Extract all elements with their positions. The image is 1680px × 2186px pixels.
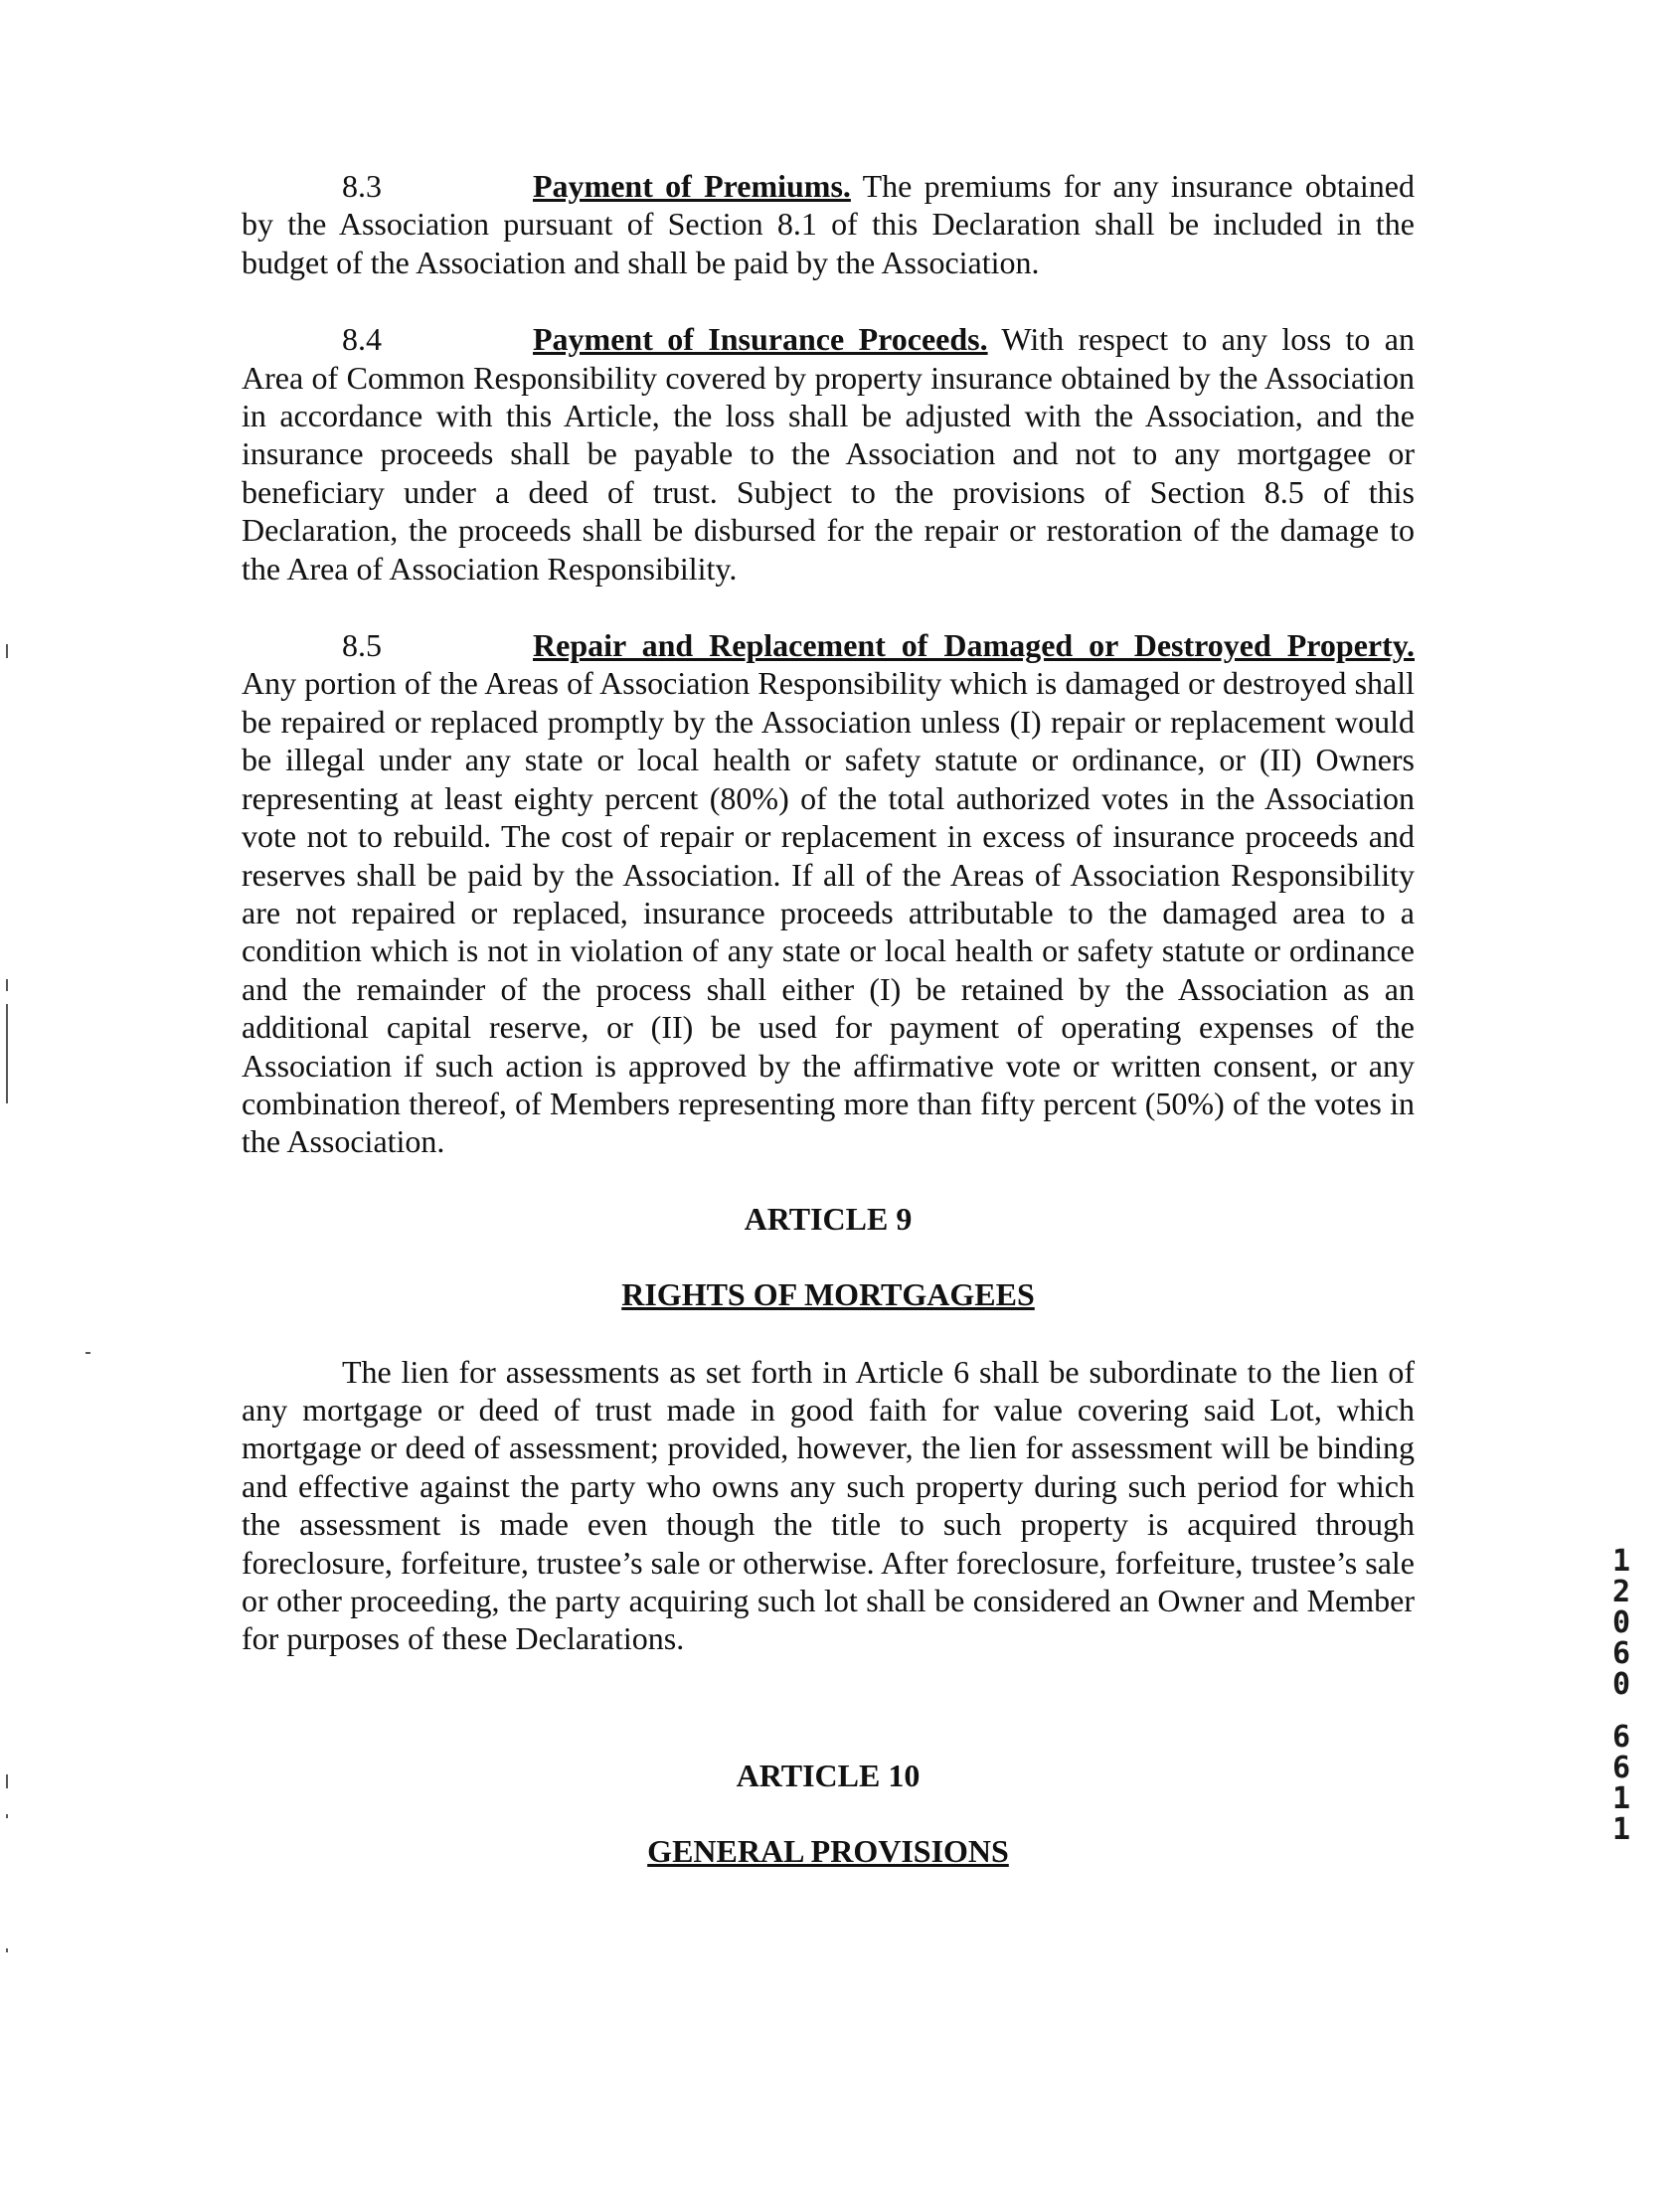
section-title: Repair and Replacement of Damaged or Destroyed Property.	[533, 627, 1415, 664]
scan-mark	[6, 1948, 8, 1952]
stamp-digit: 6	[1611, 1720, 1631, 1755]
stamp-digit: 6	[1611, 1751, 1631, 1785]
article-9-label: ARTICLE 9	[744, 1200, 913, 1237]
section-body: With respect to any loss to an Area of Common Responsibility covered by property insurance obtained by the Association in accordance with this Article, the loss shall be adjusted with the Association, and the insurance proceeds shall be payable to the Association and not to any mortgagee or beneficiary under a deed of trust. Subject to the provisions of Section 8.5 of this Declaration, the proceeds shall be disbursed for the repair or restoration of the damage to the Area of Association Responsibility.	[242, 321, 1416, 587]
scan-mark	[6, 979, 8, 991]
article-9-text: The lien for assessments as set forth in Article 6 shall be subordinate to the lien of any mortgage or deed of trust made in good faith for value covering said Lot, which mortgage or deed of assessment; provided, however, the lien for assessment will be binding and effective against the party who owns any such property during such period for which the assessment is made even though the title to such property is acquired through foreclosure, forfeiture, trustee’s sale or otherwise. After foreclosure, forfeiture, trustee’s sale or other proceeding, the party acquiring such lot shall be considered an Owner and Member for purposes of these Declarations.	[242, 1353, 1415, 1657]
stamp-gap	[1605, 1700, 1637, 1722]
stamp-digit: 1	[1611, 1544, 1631, 1579]
section-8-5	[242, 626, 1415, 1161]
stamp-digit: 0	[1611, 1667, 1631, 1702]
recording-number-stamp	[1605, 1546, 1637, 1845]
stamp-digit: 6	[1611, 1636, 1631, 1671]
article-10-label: ARTICLE 10	[736, 1757, 921, 1793]
scan-mark	[6, 1004, 8, 1103]
stamp-digit: 1	[1611, 1781, 1631, 1816]
article-10-title: GENERAL PROVISIONS	[647, 1833, 1009, 1870]
stamp-digit: 0	[1611, 1605, 1631, 1640]
document-body	[242, 167, 1415, 1910]
scan-mark	[6, 644, 8, 658]
article-9-body	[242, 1353, 1415, 1658]
section-title: Payment of Premiums.	[533, 168, 851, 204]
stamp-digit: 1	[1611, 1812, 1631, 1847]
section-number: 8.5	[342, 627, 382, 664]
scan-mark	[6, 1774, 8, 1788]
spacer	[242, 1697, 1415, 1755]
section-body: Any portion of the Areas of Association Responsibility which is damaged or destroyed shall be repaired or replaced promptly by the Association unless (I) repair or replacement would be illegal under any state or local health or safety statute or ordinance, or (II) Owners representing at least eighty percent (80%) of the total authorized votes in the Association vote not to rebuild. The cost of repair or replacement in excess of insurance proceeds and reserves shall be paid by the Association. If all of the Areas of Association Responsibility are not repaired or replaced, insurance proceeds attributable to the damaged area to a condition which is not in violation of any state or local health or safety statute or ordinance and the remainder of the process shall either (I) be retained by the Association as an additional capital reserve, or (II) be used for payment of operating expenses of the Association if such action is approved by the affirmative vote or written consent, or any combination thereof, of Members representing more than fifty percent (50%) of the votes in the Association.	[242, 665, 1415, 1160]
article-9-title: RIGHTS OF MORTGAGEES	[621, 1276, 1035, 1313]
scan-mark	[85, 1352, 90, 1354]
scan-mark	[6, 1814, 8, 1818]
section-title: Payment of Insurance Proceeds.	[533, 321, 988, 358]
section-number: 8.3	[342, 168, 382, 204]
section-8-4	[242, 320, 1415, 588]
section-8-3	[242, 167, 1415, 281]
section-body: The premiums for any insurance obtained by the Association pursuant of Section 8.1 of this Declaration shall be included in the budget of the Association and shall be paid by the Association.	[242, 168, 1415, 280]
section-number: 8.4	[342, 321, 382, 358]
stamp-digit: 2	[1611, 1575, 1631, 1609]
